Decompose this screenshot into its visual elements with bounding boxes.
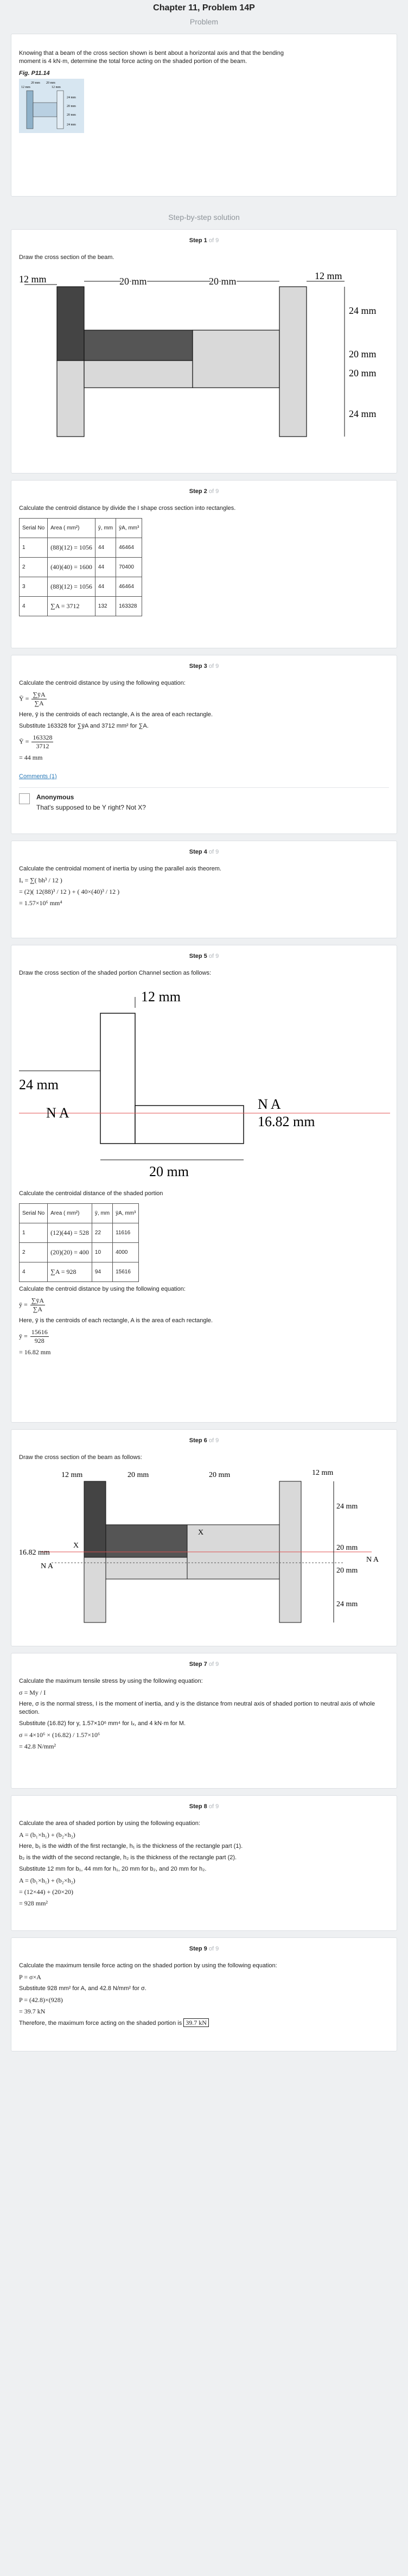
table-header-row: Serial No Area ( mm²) ȳ, mm ȳA, mm³ [20,1204,139,1223]
step-9-header: Step 9 of 9 [189,1946,219,1952]
step-8-calc2: = (12×44) + (20×20) [19,1888,74,1896]
step-2-text: Calculate the centroid distance by divide the I shape cross section into rectangles. [19,505,236,512]
s6-x-left: X [73,1542,79,1550]
step-3-substitute: Substitute 163328 for ∑ȳA and 3712 mm² for ∑A. [19,723,149,729]
step-4-header: Step 4 of 9 [189,849,219,855]
s5-channel-horizontal [135,1106,244,1144]
s1-dim-left-12: 12 mm [19,274,47,285]
s6-dim-mid-20a: 20 mm [127,1471,149,1479]
step-1-header: Step 1 of 9 [189,237,219,244]
step-1-text: Draw the cross section of the beam. [19,254,114,261]
step-8-here2: b₂ is the width of the second rectangle, h₂ is the thickness of the rectangle part (2). [19,1854,237,1861]
step-3-equation: Ȳ = $\frac{\sum ȳA}{\sum A}$ [19,691,46,707]
fig-dim-24a: 24 mm [67,96,76,99]
s1-left-flange-bottom [57,361,84,437]
step-9-card [11,1937,397,2051]
s6-dim-right-24b: 24 mm [336,1600,358,1608]
step-7-calc2: = 42.8 N/mm² [19,1742,56,1750]
s1-dim-mid-20b: 20 mm [209,276,237,287]
step-5-equation: ȳ = $\frac{\sum ȳA}{\sum A}$ [19,1297,44,1313]
step-8-card [11,1795,397,1931]
s6-web-shaded [106,1525,187,1557]
step-5-table [19,1203,139,1282]
step-3-calc: Ȳ = $\frac{163328}{3712}$ [19,734,53,750]
step-6-header: Step 6 of 9 [189,1437,219,1444]
step-7-text: Calculate the maximum tensile stress by using the following equation: [19,1678,203,1684]
step-8-header: Step 8 of 9 [189,1803,219,1810]
step-8-calc1: A = (b₁×h₁) + (b₂×h₂) [19,1877,75,1884]
fig-dim-12a: 12 mm [21,86,30,89]
s1-web-top [84,330,193,361]
s1-dim-right-20b: 20 mm [349,368,377,378]
step-2-card [11,480,397,648]
step-5-result: = 16.82 mm [19,1348,51,1356]
s1-dim-right-24a: 24 mm [349,305,377,316]
table-row: 1 (88)(12) = 1056 44 46464 [20,538,142,558]
s5-channel-vertical [100,1013,135,1144]
step-3-card [11,655,397,834]
step-3-here: Here, ȳ is the centroids of each rectangle, A is the area of each rectangle. [19,711,213,718]
step-6-figure [19,1465,390,1639]
problem-text: Knowing that a beam of the cross section shown is bent about a horizontal axis and that the bending moment is 4 kN·m, determine the total force acting on the shaded portion of the beam. [19,50,284,65]
s1-left-flange-top [57,287,84,361]
fig-dim-20b: 20 mm [46,81,55,85]
s1-web-right [193,330,279,388]
s6-dim-right-20a: 20 mm [336,1544,358,1552]
step-7-card [11,1653,397,1789]
page-title: Chapter 11, Problem 14P [153,3,255,12]
s6-dim-right-20b: 20 mm [336,1567,358,1575]
table-row: 3 (88)(12) = 1056 44 46464 [20,577,142,597]
step-5-here: Here, ȳ is the centroids of each rectangle, A is the area of each rectangle. [19,1317,213,1324]
step-7-equation: σ = My / I [19,1689,46,1696]
step-7-substitute: Substitute (16.82) for y, 1.57×10⁶ mm⁴ for Iₓ, and 4 kN·m for M. [19,1720,186,1727]
step-7-here: Here, σ is the normal stress, I is the moment of inertia, and y is the distance from neutral axis of shaded portion to neutral axis of whole section. [19,1701,375,1715]
comment-text: That's supposed to be Y right? Not X? [36,804,146,811]
step-4-eq1: Iₓ = ∑( bh³ / 12 ) [19,876,62,884]
fig-dim-20d: 20 mm [67,113,76,117]
step-5-figure [19,981,390,1187]
step-1-figure [19,265,390,460]
step-6-text: Draw the cross section of the beam as follows: [19,1454,142,1461]
step-9-substitute: Substitute 928 mm² for A, and 42.8 N/mm² for σ. [19,1985,146,1992]
step-8-here1: Here, b₁ is the width of the first rectangle, h₁ is the thickness of the rectangle part (1). [19,1843,243,1849]
s6-na-right: N A [366,1556,379,1564]
step-9-final: Therefore, the maximum force acting on the shaded portion is 39.7 kN [19,2019,389,2028]
step-9-calc1: P = (42.8)×(928) [19,1996,63,2004]
step-4-eq3: = 1.57×10⁶ mm⁴ [19,899,62,907]
s1-web-bottom [84,361,193,388]
s5-dim-bottom-20: 20 mm [149,1164,189,1179]
final-answer: 39.7 kN [183,2018,209,2027]
s1-dim-right-12: 12 mm [315,270,342,281]
step-4-eq2: = (2)( 12(88)³ / 12 ) + ( 40×(40)³ / 12 ) [19,888,120,895]
step-5-calc: ȳ = $\frac{15616}{928}$ [19,1328,48,1344]
s6-web-bottom [106,1557,187,1579]
s5-dim-right-1682: 16.82 mm [258,1114,315,1129]
s6-left-flange-top [84,1481,106,1557]
s1-right-flange [279,287,307,437]
step-8-calc3: = 928 mm² [19,1899,48,1907]
fig-left-flange [27,91,33,129]
step-7-calc1: σ = 4×10⁶ × (16.82) / 1.57×10⁶ [19,1731,100,1739]
step-9-calc2: = 39.7 kN [19,2007,46,2015]
comment-author: Anonymous [36,793,74,801]
step-5-header: Step 5 of 9 [189,953,219,959]
s5-dim-left-24: 24 mm [19,1077,59,1093]
s6-dim-right-12: 12 mm [312,1469,334,1477]
step-4-text: Calculate the centroidal moment of inertia by using the parallel axis theorem. [19,866,221,872]
figure-label: Fig. P11.14 [19,70,50,77]
table-row: 4 ∑A = 3712 132 163328 [20,597,142,616]
table-row: 1 (12)(44) = 528 22 11616 [20,1223,139,1243]
s6-dim-mid-20b: 20 mm [209,1471,231,1479]
step-5-text: Draw the cross section of the shaded portion Channel section as follows: [19,970,212,976]
s6-dim-right-24a: 24 mm [336,1502,358,1511]
step-5-card [11,945,397,1423]
step-1-card [11,229,397,473]
comments-link[interactable]: Comments (1) [19,773,57,780]
table-header-row: Serial No Area ( mm²) ȳ, mm ȳA, mm³ [20,519,142,538]
s6-dim-left-12: 12 mm [61,1471,83,1479]
s5-na-right: N A [258,1096,281,1112]
fig-web [33,103,57,117]
section-subtitle: Problem [189,17,219,26]
table-row: 2 (20)(20) = 400 10 4000 [20,1243,139,1262]
step-7-header: Step 7 of 9 [189,1661,219,1668]
s6-na-left: N A [41,1562,53,1570]
fig-dim-20a: 20 mm [31,81,40,85]
step-2-header: Step 2 of 9 [189,488,219,495]
s6-x-right: X [198,1529,204,1537]
fig-dim-20c: 20 mm [67,105,76,108]
solution-title: Step-by-step solution [168,213,240,222]
step-3-text: Calculate the centroid distance by using the following equation: [19,680,186,686]
s6-left-flange-bottom [84,1557,106,1622]
step-5-text2: Calculate the centroidal distance of the shaded portion [19,1190,163,1197]
step-8-substitute: Substitute 12 mm for b₁, 44 mm for h₁, 20 mm for b₂, and 20 mm for h₂. [19,1866,207,1872]
step-8-text: Calculate the area of shaded portion by using the following equation: [19,1820,200,1827]
s1-dim-mid-20a: 20 mm [119,276,147,287]
s5-dim-top-12: 12 mm [141,989,181,1005]
step-3-header: Step 3 of 9 [189,663,219,670]
step-6-card [11,1429,397,1646]
table-row: 2 (40)(40) = 1600 44 70400 [20,558,142,577]
fig-right-flange [57,91,63,129]
step-2-table [19,518,142,616]
s1-dim-right-24b: 24 mm [349,408,377,419]
comment-item [19,787,389,812]
problem-card [11,34,397,197]
step-9-text: Calculate the maximum tensile force acting on the shaded portion by using the following equation: [19,1962,277,1969]
fig-dim-24b: 24 mm [67,123,76,127]
step-8-equation: A = (b₁×h₁) + (b₂×h₂) [19,1831,75,1839]
fig-dim-12b: 12 mm [52,86,61,89]
s1-dim-right-20a: 20 mm [349,349,377,359]
s6-dim-left-1682: 16.82 mm [19,1549,50,1557]
avatar [19,793,30,804]
step-4-card [11,841,397,938]
step-9-equation: P = σ×A [19,1973,41,1981]
table-row: 4 ∑A = 928 94 15616 [20,1262,139,1282]
s5-na-left: N A [46,1105,69,1121]
step-3-result: = 44 mm [19,754,43,761]
step-5-text3: Calculate the centroid distance by using the following equation: [19,1286,186,1292]
problem-figure [19,79,84,133]
